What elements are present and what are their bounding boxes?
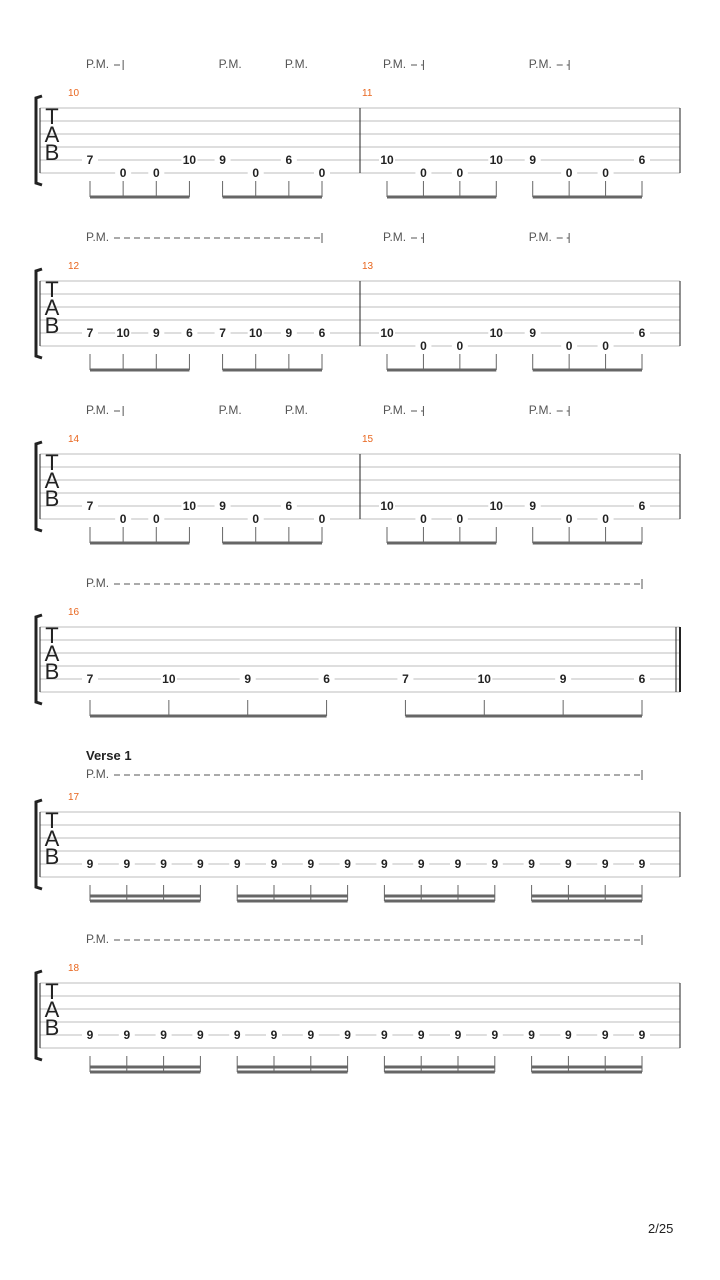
fret-number: 0 (119, 166, 127, 180)
fret-number: 9 (528, 1028, 535, 1042)
staff-bracket (36, 971, 42, 1060)
staff-bracket (36, 269, 42, 358)
fret-number: 6 (186, 326, 193, 340)
tab-letter: A (44, 295, 60, 320)
fret-number: 9 (123, 1028, 131, 1042)
fret-number: 9 (197, 1028, 204, 1042)
tab-system (36, 230, 680, 370)
bar-number: 10 (68, 88, 80, 99)
fret-number: 9 (86, 857, 94, 871)
fret-number: 0 (565, 166, 573, 180)
fret-number: 9 (565, 857, 572, 871)
fret-number: 9 (491, 857, 499, 871)
palm-mute-label: P.M. (86, 767, 110, 781)
fret-number: 9 (529, 153, 537, 167)
palm-mute-label: P.M. (86, 230, 110, 244)
tab-letter: B (44, 844, 60, 869)
fret-number: 9 (197, 857, 204, 871)
fret-number: 6 (285, 499, 293, 513)
tab-system (36, 403, 680, 543)
fret-number: 9 (601, 857, 609, 871)
tab-letter: B (44, 1015, 60, 1040)
fret-number: 10 (249, 326, 263, 340)
tab-system (36, 932, 680, 1072)
fret-number: 0 (602, 512, 609, 526)
fret-number: 9 (219, 499, 226, 513)
fret-number: 6 (638, 326, 646, 340)
fret-number: 9 (381, 857, 388, 871)
fret-number: 0 (119, 512, 127, 526)
staff-bracket (36, 800, 42, 889)
fret-number: 6 (323, 672, 330, 686)
fret-number: 9 (601, 1028, 609, 1042)
palm-mute-label: P.M. (383, 403, 407, 417)
bar-number: 11 (362, 88, 373, 99)
fret-number: 10 (380, 326, 394, 340)
tab-letter: T (45, 808, 59, 833)
palm-mute-label: P.M. (218, 403, 242, 417)
fret-number: 9 (270, 1028, 278, 1042)
fret-number: 9 (381, 1028, 388, 1042)
fret-number: 7 (402, 672, 409, 686)
fret-number: 9 (233, 1028, 241, 1042)
fret-number: 6 (638, 672, 646, 686)
fret-number: 10 (182, 153, 197, 167)
page-number: 2/25 (648, 1221, 674, 1236)
fret-number: 0 (456, 512, 464, 526)
palm-mute-label: P.M. (383, 230, 407, 244)
fret-number: 0 (318, 512, 326, 526)
bar-number: 18 (68, 963, 80, 974)
bar-number: 16 (68, 607, 80, 618)
tab-letter: T (45, 979, 59, 1004)
fret-number: 7 (219, 326, 226, 340)
tab-letter: B (44, 486, 60, 511)
bar-number: 13 (362, 261, 374, 272)
bar-number: 15 (362, 434, 374, 445)
section-label: Verse 1 (86, 748, 132, 763)
fret-number: 0 (152, 512, 160, 526)
tab-letter: B (44, 313, 60, 338)
tab-letter: T (45, 623, 59, 648)
tab-letter: B (44, 140, 60, 165)
fret-number: 0 (420, 512, 427, 526)
fret-number: 9 (565, 1028, 572, 1042)
fret-number: 9 (491, 1028, 499, 1042)
palm-mute-label: P.M. (383, 57, 407, 71)
palm-mute-label: P.M. (86, 932, 110, 946)
staff-bracket (36, 442, 42, 531)
fret-number: 0 (456, 339, 464, 353)
staff-bracket (36, 615, 42, 704)
tab-letter: A (44, 468, 60, 493)
fret-number: 9 (86, 1028, 94, 1042)
fret-number: 9 (559, 672, 567, 686)
fret-number: 9 (152, 326, 160, 340)
bar-number: 17 (68, 792, 80, 803)
fret-number: 0 (318, 166, 326, 180)
tab-letter: T (45, 277, 59, 302)
palm-mute-label: P.M. (86, 57, 110, 71)
fret-number: 9 (285, 326, 293, 340)
fret-number: 0 (420, 339, 427, 353)
fret-number: 0 (565, 512, 573, 526)
fret-number: 9 (529, 326, 537, 340)
fret-number: 9 (529, 499, 537, 513)
fret-number: 0 (252, 512, 260, 526)
fret-number: 9 (454, 1028, 462, 1042)
fret-number: 9 (307, 857, 315, 871)
fret-number: 10 (489, 153, 503, 167)
fret-number: 9 (454, 857, 462, 871)
palm-mute-label: P.M. (528, 57, 552, 71)
fret-number: 6 (638, 499, 646, 513)
fret-number: 0 (252, 166, 260, 180)
tab-system (36, 57, 680, 197)
fret-number: 9 (270, 857, 278, 871)
fret-number: 10 (116, 326, 130, 340)
palm-mute-label: P.M. (86, 403, 110, 417)
palm-mute-label: P.M. (86, 576, 110, 590)
fret-number: 9 (123, 857, 131, 871)
palm-mute-label: P.M. (284, 57, 308, 71)
tab-letter: A (44, 122, 60, 147)
fret-number: 9 (307, 1028, 315, 1042)
fret-number: 7 (86, 326, 94, 340)
fret-number: 9 (233, 857, 241, 871)
fret-number: 6 (318, 326, 326, 340)
palm-mute-label: P.M. (218, 57, 242, 71)
tab-letter: B (44, 659, 60, 684)
fret-number: 0 (152, 166, 160, 180)
fret-number: 7 (86, 499, 94, 513)
tab-letter: A (44, 997, 60, 1022)
fret-number: 9 (528, 857, 535, 871)
fret-number: 10 (162, 672, 176, 686)
tab-letter: A (44, 641, 60, 666)
staff-bracket (36, 96, 42, 185)
tab-system (36, 576, 680, 716)
palm-mute-label: P.M. (528, 230, 552, 244)
fret-number: 9 (219, 153, 226, 167)
tab-letter: T (45, 450, 59, 475)
fret-number: 0 (565, 339, 573, 353)
fret-number: 9 (344, 1028, 351, 1042)
fret-number: 9 (417, 857, 425, 871)
fret-number: 6 (285, 153, 293, 167)
fret-number: 10 (477, 672, 491, 686)
fret-number: 10 (182, 499, 197, 513)
palm-mute-label: P.M. (528, 403, 552, 417)
fret-number: 10 (380, 499, 394, 513)
tab-system (36, 748, 680, 901)
fret-number: 0 (420, 166, 427, 180)
fret-number: 9 (160, 857, 167, 871)
fret-number: 6 (638, 153, 646, 167)
bar-number: 12 (68, 261, 80, 272)
fret-number: 10 (489, 326, 503, 340)
fret-number: 9 (417, 1028, 425, 1042)
fret-number: 9 (638, 1028, 646, 1042)
fret-number: 0 (456, 166, 464, 180)
tab-letter: A (44, 826, 60, 851)
fret-number: 7 (86, 672, 94, 686)
fret-number: 9 (244, 672, 252, 686)
fret-number: 10 (380, 153, 394, 167)
fret-number: 0 (602, 339, 609, 353)
bar-number: 14 (68, 434, 80, 445)
fret-number: 0 (602, 166, 609, 180)
fret-number: 9 (638, 857, 646, 871)
fret-number: 7 (86, 153, 94, 167)
fret-number: 9 (160, 1028, 167, 1042)
palm-mute-label: P.M. (284, 403, 308, 417)
fret-number: 9 (344, 857, 351, 871)
fret-number: 10 (489, 499, 503, 513)
tab-letter: T (45, 104, 59, 129)
